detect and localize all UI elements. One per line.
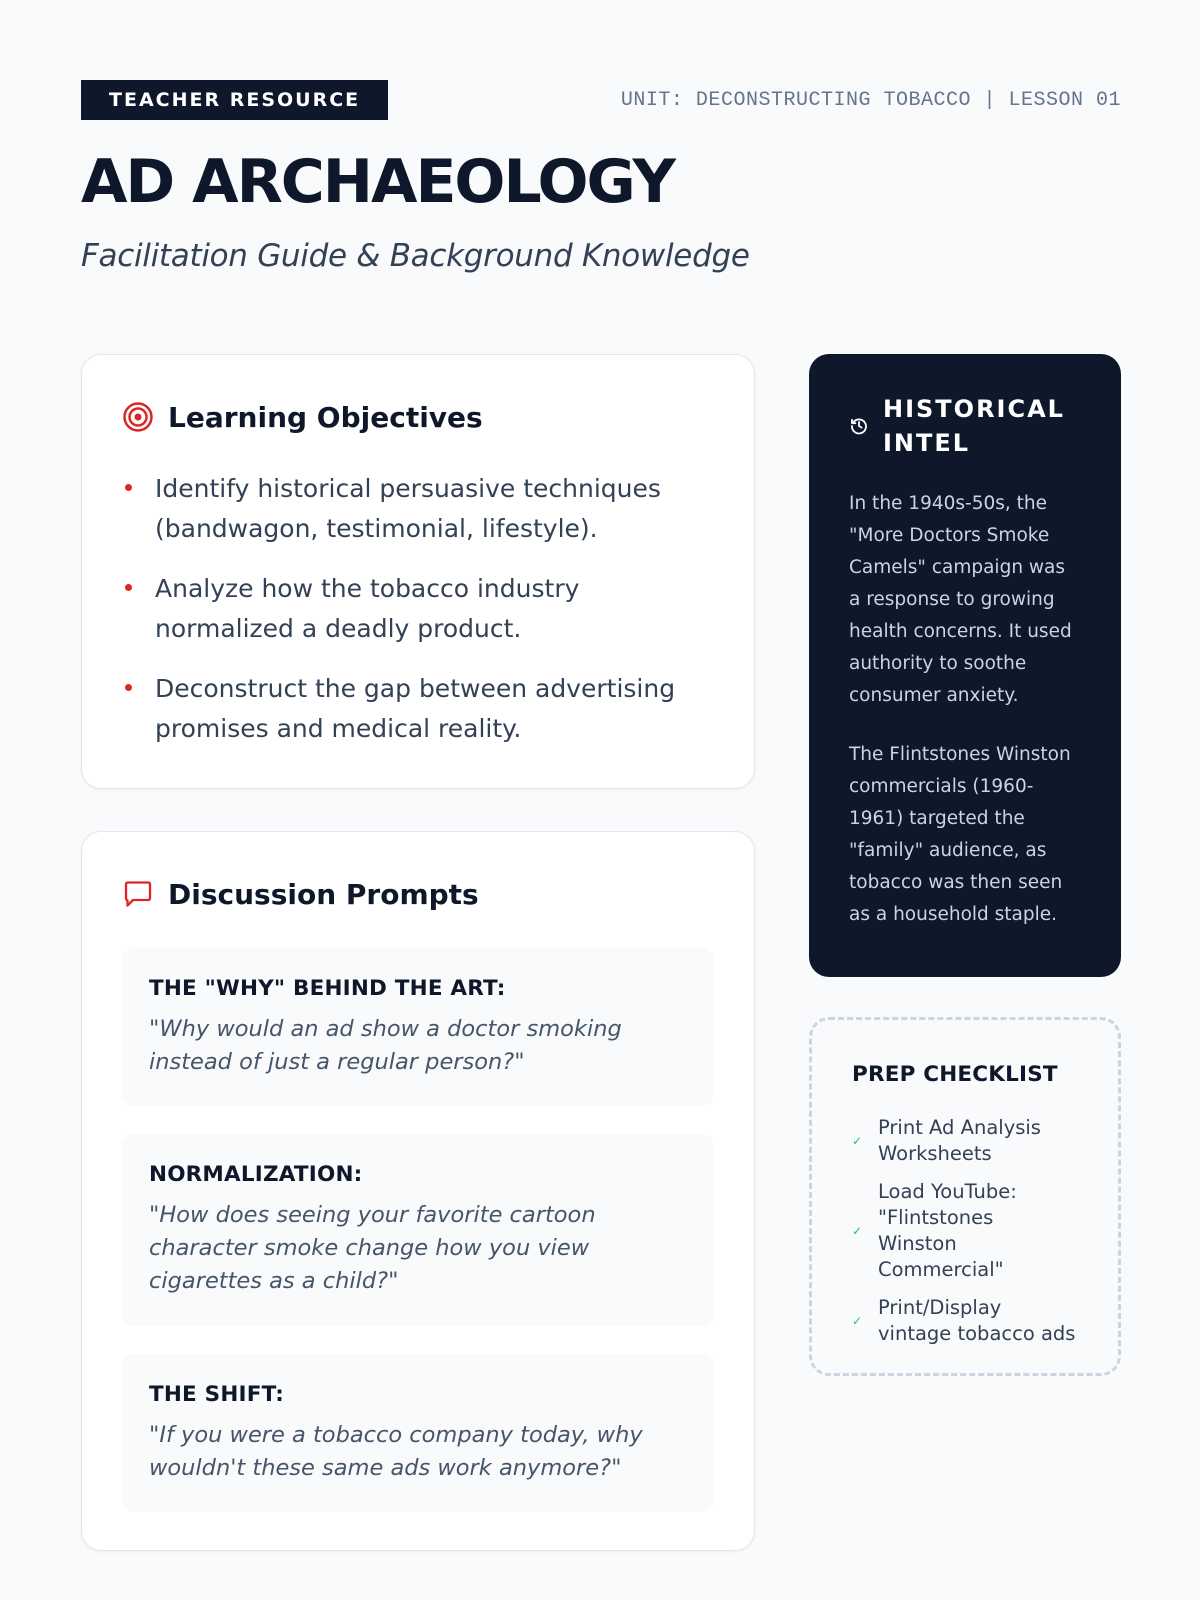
page-subtitle: Facilitation Guide & Background Knowledge xyxy=(81,238,750,274)
historical-intel-card xyxy=(809,354,1121,977)
checklist-item-text: Print Ad Analysis Worksheets xyxy=(878,1116,1041,1165)
resource-tag: TEACHER RESOURCE xyxy=(81,80,388,120)
prompt-card xyxy=(122,1354,714,1512)
checklist-item-text: Load YouTube: "Flintstones Winston Commercial" xyxy=(878,1180,1017,1281)
learning-objectives-title: Learning Objectives xyxy=(168,400,483,434)
prompt-label: THE SHIFT: xyxy=(149,1382,285,1407)
learning-objectives-header xyxy=(122,399,714,435)
prompt-card xyxy=(122,948,714,1106)
prep-checklist-title: PREP CHECKLIST xyxy=(852,1062,1058,1087)
prompt-question: "Why would an ad show a doctor smoking instead of just a regular person?" xyxy=(149,1016,622,1075)
target-icon xyxy=(122,401,154,433)
objectives-list xyxy=(122,469,714,749)
bullet-dot xyxy=(125,684,132,691)
prep-checklist-card xyxy=(809,1017,1121,1376)
list-item xyxy=(122,669,714,749)
learning-objectives-card xyxy=(81,354,755,789)
intel-paragraph: The Flintstones Winston commercials (1960-1961) targeted the "family" audience, as tobacco was then seen as a household staple. xyxy=(849,744,1071,925)
check-icon: ✓ xyxy=(852,1314,863,1328)
intel-paragraph: In the 1940s-50s, the "More Doctors Smoke Camels" campaign was a response to growing health concerns. It used authority to soothe consumer anxiety. xyxy=(849,493,1072,706)
objective-text: Deconstruct the gap between advertising promises and medical reality. xyxy=(155,674,676,743)
unit-lesson-label: UNIT: DECONSTRUCTING TOBACCO | LESSON 01 xyxy=(620,88,1121,112)
check-icon: ✓ xyxy=(852,1134,863,1148)
page xyxy=(81,80,1121,1481)
page-title: AD ARCHAEOLOGY xyxy=(81,147,674,217)
prompt-label: NORMALIZATION: xyxy=(149,1162,363,1187)
checklist-item-text: Print/Display vintage tobacco ads xyxy=(878,1296,1076,1345)
prompt-label: THE "WHY" BEHIND THE ART: xyxy=(149,976,506,1001)
sidebar-column xyxy=(809,354,1121,1376)
discussion-prompts-card xyxy=(81,831,755,1551)
list-item xyxy=(122,469,714,549)
bullet-dot xyxy=(125,584,132,591)
header-top xyxy=(81,80,1121,120)
bullet-dot xyxy=(125,484,132,491)
prompt-question: "How does seeing your favorite cartoon character smoke change how you view cigarettes as a child?" xyxy=(149,1202,596,1294)
objective-text: Analyze how the tobacco industry normalized a deadly product. xyxy=(155,574,580,643)
checklist-item xyxy=(852,1295,1078,1347)
objective-text: Identify historical persuasive techniques (bandwagon, testimonial, lifestyle). xyxy=(155,474,661,543)
discussion-prompts-title: Discussion Prompts xyxy=(168,877,479,911)
history-icon xyxy=(849,416,869,436)
historical-intel-title: HISTORICAL INTEL xyxy=(883,395,1065,457)
historical-intel-header xyxy=(849,392,1081,460)
message-square-icon xyxy=(122,878,154,910)
main-column xyxy=(81,354,755,1551)
checklist-item xyxy=(852,1115,1078,1167)
list-item xyxy=(122,569,714,649)
checklist-items xyxy=(852,1115,1078,1347)
check-icon: ✓ xyxy=(852,1224,863,1238)
checklist-item xyxy=(852,1179,1078,1283)
prompt-question: "If you were a tobacco company today, why wouldn't these same ads work anymore?" xyxy=(149,1422,643,1481)
discussion-prompts-header xyxy=(122,876,714,912)
prompt-card xyxy=(122,1134,714,1326)
